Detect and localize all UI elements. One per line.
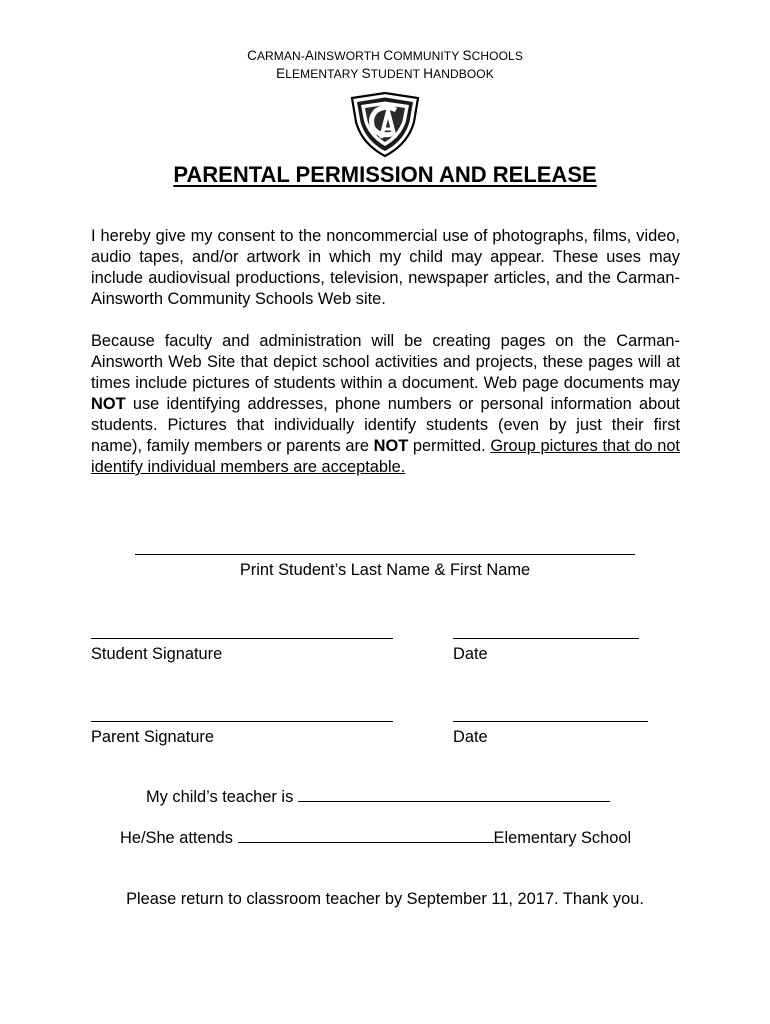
student-signature-label: Student Signature: [91, 645, 223, 663]
school-row: He/She attends Elementary School: [120, 829, 632, 847]
teacher-row: My child’s teacher is: [146, 787, 610, 807]
not-emphasis: NOT: [373, 437, 409, 455]
teacher-name-field[interactable]: [298, 787, 610, 802]
web-policy-paragraph: Because faculty and administration will be creating pages on the Carman-Ainsworth Web Site that depict school activities and projects, these pages will at times include pictures of students within a document. Web page documents may NOT use identifying addresses, phone numbers or personal information about students. Pictures that individually identify students (even by just their first name), family members or parents are NOT permitted. Group pictures that do not identify individual members are acceptable.: [91, 332, 680, 476]
group-pictures-note: Group pictures that do not identify individual members are acceptable.: [91, 437, 680, 476]
form-title: PARENTAL PERMISSION AND RELEASE: [173, 162, 597, 187]
handbook-name-header: ELEMENTARY STUDENT HANDBOOK: [276, 66, 494, 81]
parent-signature-field[interactable]: [91, 721, 393, 722]
district-name-header: CARMAN-AINSWORTH COMMUNITY SCHOOLS: [247, 48, 523, 63]
ca-shield-logo-icon: [348, 92, 422, 158]
school-name-field[interactable]: [238, 828, 494, 843]
return-instructions: Please return to classroom teacher by September 11, 2017. Thank you.: [126, 890, 644, 908]
student-date-label: Date: [453, 645, 488, 663]
parent-date-field[interactable]: [453, 721, 648, 722]
student-signature-field[interactable]: [91, 638, 393, 639]
not-emphasis: NOT: [91, 395, 126, 413]
student-name-label: Print Student’s Last Name & First Name: [239, 561, 531, 579]
student-name-field[interactable]: [135, 554, 635, 555]
student-date-field[interactable]: [453, 638, 639, 639]
consent-paragraph: I hereby give my consent to the noncommercial use of photographs, films, video, audio tapes, and/or artwork in which my child may appear. These uses may include audiovisual productions, television, newspaper articles, and the Carman-Ainsworth Community Schools Web site.: [91, 227, 680, 308]
parent-date-label: Date: [453, 728, 488, 746]
parent-signature-label: Parent Signature: [91, 728, 215, 746]
